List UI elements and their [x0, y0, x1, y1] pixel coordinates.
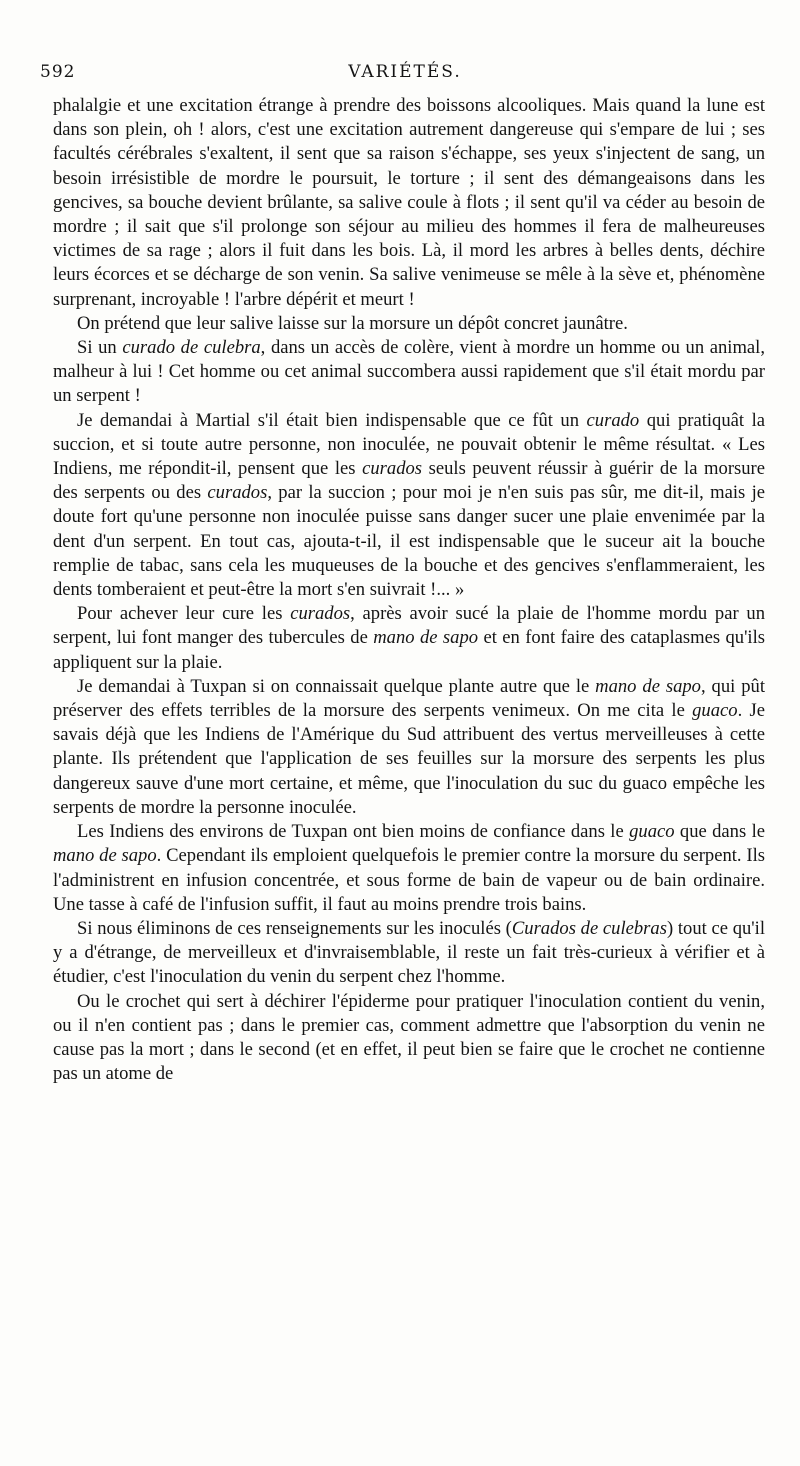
text-run: Je demandai à Tuxpan si on connaissait quelque plante autre que le: [77, 675, 596, 697]
italic-term: guaco: [629, 821, 675, 843]
text-run: . Je savais déjà que les Indiens de l'Amérique du Sud attribuent des vertus merveilleuses à cette plante. Ils prétendent que l'application de ses feuilles sur la morsure des serpents les plus dangereux sauve d'une mort certaine, et même, que l'inoculation du suc du guaco empêche les serpents de mordre la personne inoculée.: [53, 700, 765, 818]
paragraph: [53, 409, 765, 603]
italic-term: mano de sapo: [53, 845, 157, 867]
italic-term: curado de culebra: [122, 337, 261, 359]
italic-term: Curados de culebras: [511, 917, 667, 939]
text-run: , qui pût préserver des effets terribles de la morsure des serpents venimeux. On me cita le: [53, 675, 765, 722]
paragraph: [53, 336, 765, 409]
italic-term: mano de sapo: [595, 675, 701, 697]
text-run: , dans un accès de colère, vient à mordre un homme ou un animal, malheur à lui ! Cet homme ou cet animal succombera aussi rapidement que s'il était mordu par un serpent !: [53, 337, 765, 407]
italic-term: curados: [290, 603, 351, 625]
running-title: VARIÉTÉS.: [348, 62, 462, 82]
text-run: Si un: [77, 337, 123, 359]
paragraph: [53, 990, 765, 1087]
text-run: que dans le: [674, 821, 765, 843]
text-run: , après avoir sucé la plaie de l'homme mordu par un serpent, lui font manger des tubercules de: [53, 603, 765, 649]
text-run: phalalgie et une excitation étrange à prendre des boissons alcooliques. Mais quand la lune est dans son plein, oh ! alors, c'est une excitation autrement dangereuse qui s'empare de lui ; ses facultés cérébrales s'exaltent, il sent que sa raison s'échappe, ses yeux s'injectent de sang, un besoin irrésistible de mordre le poursuit, le torture ; il sent des démangeaisons dans les gencives, sa bouche devient brûlante, sa salive coule à flots ; il sent qu'il va céder au besoin de mordre ; il sait que s'il prolonge son séjour au milieu des hommes il fera de malheureuses victimes de sa rage ; alors il fuit dans les bois. Là, il mord les arbres à belles dents, déchire leurs écorces et se décharge de son venin. Sa salive venimeuse se mêle à la sève et, phénomène surprenant, incroyable ! l'arbre dépérit et meurt !: [53, 95, 765, 310]
text-run: et en font faire des cataplasmes qu'ils appliquent sur la plaie.: [53, 627, 765, 673]
text-run: , par la succion ; pour moi je n'en suis pas sûr, me dit-il, mais je doute fort qu'une personne non inoculée puisse sans danger sucer une plaie envenimée par la dent d'un serpent. En tout cas, ajouta-t-il, il est indispensable que le suceur ait la bouche remplie de tabac, sans cela les muqueuses de la bouche et des gencives s'enflammeraient, les dents tomberaient et peut-être la mort s'en suivrait !... »: [53, 482, 765, 601]
paragraph: [53, 602, 765, 675]
text-run: qui pratiquât la succion, et si toute autre personne, non inoculée, ne pouvait obtenir le même résultat. « Les Indiens, me répondit-il, pensent que les: [53, 409, 765, 480]
body-text: [53, 94, 765, 1086]
text-run: ) tout ce qu'il y a d'étrange, de merveilleux et d'invraisemblable, il reste un fait très-curieux à vérifier et à étudier, c'est l'inoculation du venin du serpent chez l'homme.: [53, 917, 765, 988]
text-run: Ou le crochet qui sert à déchirer l'épiderme pour pratiquer l'inoculation contient du venin, ou il n'en contient pas ; dans le premier cas, comment admettre que l'absorption du venin ne cause pas la mort ; dans le second (et en effet, il peut bien se faire que le crochet ne contienne pas un atome de: [53, 990, 765, 1085]
paragraph: [53, 820, 765, 917]
paragraph: [53, 312, 765, 336]
text-run: Je demandai à Martial s'il était bien indispensable que ce fût un: [77, 409, 587, 431]
text-run: On prétend que leur salive laisse sur la morsure un dépôt concret jaunâtre.: [77, 312, 628, 334]
page-number: 592: [40, 62, 76, 82]
paragraph: [53, 94, 765, 312]
paragraph: [53, 675, 765, 820]
text-run: Si nous éliminons de ces renseignements sur les inoculés (: [77, 917, 512, 939]
paragraph: [53, 917, 765, 990]
italic-term: mano de sapo: [373, 627, 479, 649]
text-run: seuls peuvent réussir à guérir de la morsure des serpents ou des: [53, 458, 765, 504]
text-run: . Cependant ils emploient quelquefois le premier contre la morsure du serpent. Ils l'administrent en infusion concentrée, et sous forme de bain de vapeur ou de bain ordinaire. Une tasse à café de l'infusion suffit, il faut au moins prendre trois bains.: [53, 845, 765, 915]
italic-term: curados: [207, 482, 268, 504]
page-header: [40, 62, 770, 86]
text-run: Pour achever leur cure les: [77, 603, 291, 625]
text-run: Les Indiens des environs de Tuxpan ont bien moins de confiance dans le: [77, 821, 630, 843]
italic-term: curado: [586, 409, 640, 431]
italic-term: curados: [362, 458, 423, 480]
italic-term: guaco: [692, 700, 738, 722]
